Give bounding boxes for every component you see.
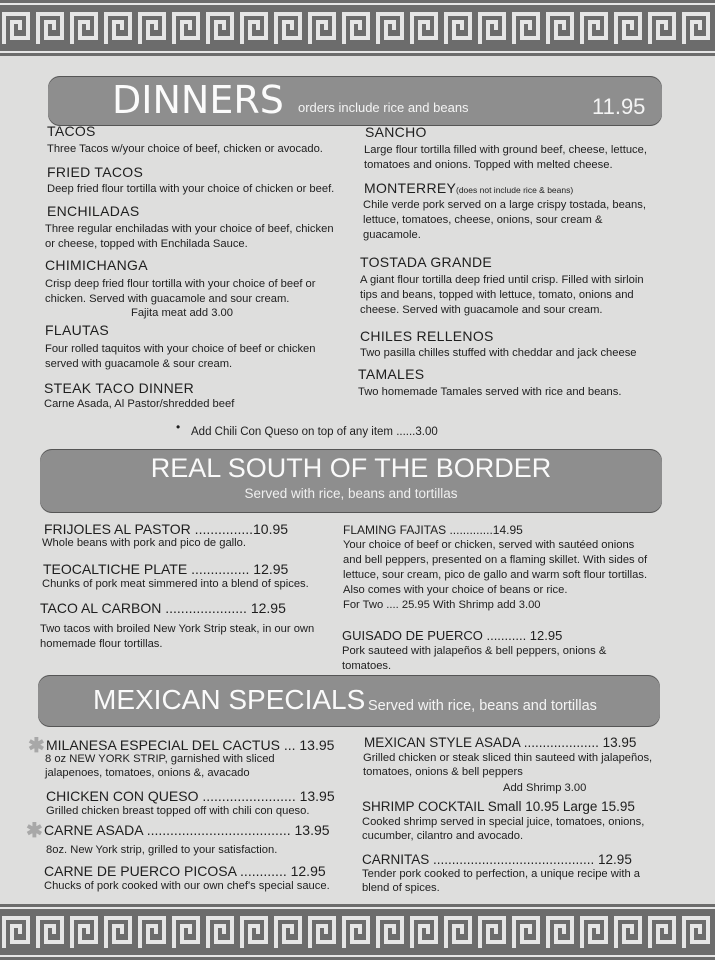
bullet-icon: •: [176, 420, 181, 434]
specials-subtitle: Served with rice, beans and tortillas: [368, 698, 597, 714]
menu-item-name: CARNE ASADA ..................................... 13.95: [44, 822, 330, 838]
menu-item-name: SANCHO: [365, 124, 427, 140]
menu-item-desc: Cooked shrimp served in special juice, tomatoes, onions, cucumber, cilantro and avocado.: [362, 816, 645, 842]
menu-item-desc: Two homemade Tamales served with rice and beans.: [358, 386, 622, 398]
south-subtitle: Served with rice, beans and tortillas: [244, 486, 458, 501]
addon-note: Add Chili Con Queso on top of any item ......3.00: [191, 426, 438, 438]
menu-item-desc: Two tacos with broiled New York Strip steak, in our own homemade flour tortillas.: [40, 623, 315, 650]
south-title: REAL SOUTH OF THE BORDER: [150, 453, 552, 483]
menu-item-desc: Whole beans with pork and pico de gallo.: [42, 537, 246, 549]
menu-item-extra: Add Shrimp 3.00: [503, 782, 587, 794]
menu-item-desc: Carne Asada, Al Pastor/shredded beef: [44, 398, 235, 410]
menu-item-desc: Your choice of beef or chicken, served with sautéed onions and bell peppers, presented on a flaming skillet. With sides of lettuce, sour cream, pico de gallo and warm soft flour tortillas. Also comes with your choice of beans or rice.: [343, 539, 648, 596]
greek-key-border-top: [0, 0, 715, 56]
menu-item-name: TOSTADA GRANDE: [360, 254, 493, 270]
menu-item-name: CHICKEN CON QUESO ........................ 13.95: [46, 788, 335, 804]
dinners-banner: [48, 76, 662, 126]
menu-item-desc: 8oz. New York strip, grilled to your satisfaction.: [46, 844, 278, 856]
specials-banner: [38, 675, 660, 727]
menu-item-desc: Tender pork cooked to perfection, a unique recipe with a blend of spices.: [362, 868, 640, 894]
dinners-price: 11.95: [592, 94, 646, 119]
menu-item-desc: 8 oz NEW YORK STRIP, garnished with sliced jalapenoes, tomatoes, onions &, avacado: [45, 753, 275, 779]
menu-item-name: GUISADO DE PUERCO ........... 12.95: [342, 628, 563, 643]
menu-item-name: FRIJOLES AL PASTOR ...............10.95: [44, 521, 289, 537]
star-icon: ✱: [26, 820, 43, 842]
menu-item-name: MEXICAN STYLE ASADA .................... 13.95: [364, 735, 637, 750]
menu-item-name: FLAUTAS: [45, 322, 110, 338]
menu-item-name: FLAMING FAJITAS .............14.95: [343, 523, 523, 537]
menu-item-name: CARNE DE PUERCO PICOSA ............ 12.95: [44, 863, 326, 879]
menu-item-desc: Chile verde pork served on a large crispy tostada, beans, lettuce, tomatoes, cheese, onions, sour cream & guacamole.: [363, 199, 646, 241]
menu-item-desc: Three regular enchiladas with your choice of beef, chicken or cheese, topped with Enchilada Sauce.: [45, 223, 334, 250]
menu-item-desc: Large flour tortilla filled with ground beef, cheese, lettuce, tomatoes and onions. Topped with melted cheese.: [364, 144, 647, 171]
menu-item-desc: Crisp deep fried flour tortilla with your choice of beef or chicken. Served with guacamole and sour cream.: [45, 278, 316, 305]
dinners-note: orders include rice and beans: [298, 100, 469, 115]
menu-item-name: TAMALES: [358, 366, 425, 382]
menu-item-desc: Chucks of pork cooked with our own chef's special sauce.: [44, 880, 330, 892]
menu-item-name: CARNITAS ........................................... 12.95: [362, 852, 632, 867]
menu-item-name: ENCHILADAS: [47, 203, 140, 219]
menu-item-desc: Pork sauteed with jalapeños & bell peppers, onions & tomatoes.: [342, 645, 607, 672]
menu-item-desc: Four rolled taquitos with your choice of beef or chicken served with guacamole & sour cream.: [45, 343, 316, 370]
menu-item-name: CHIMICHANGA: [45, 257, 148, 273]
menu-item-desc: Deep fried flour tortilla with your choice of chicken or beef.: [47, 183, 335, 195]
south-banner: [40, 449, 662, 513]
menu-item-name: MONTERREY: [364, 180, 457, 196]
menu-item-note: (does not include rice & beans): [456, 185, 574, 195]
menu-item-name: FRIED TACOS: [47, 164, 144, 180]
menu-item-name: STEAK TACO DINNER: [44, 380, 195, 396]
menu-item-desc: Two pasilla chilles stuffed with cheddar and jack cheese: [360, 347, 637, 359]
greek-key-border-bottom: [0, 904, 715, 960]
menu-item-name: TACOS: [47, 123, 96, 139]
menu-item-name: CHILES RELLENOS: [360, 328, 494, 344]
star-icon: ✱: [28, 735, 45, 757]
menu-item-desc: Grilled chicken or steak sliced thin sauteed with jalapeños, tomatoes, onions & bell peppers: [363, 752, 653, 778]
dinners-title: DINNERS: [112, 78, 284, 122]
menu-item-desc: Grilled chicken breast topped off with chili con queso.: [46, 805, 310, 817]
menu-item-name: SHRIMP COCKTAIL Small 10.95 Large 15.95: [362, 799, 635, 814]
menu-item-name: MILANESA ESPECIAL DEL CACTUS ... 13.95: [46, 737, 335, 753]
menu-item-name: TEOCALTICHE PLATE ............... 12.95: [43, 561, 289, 577]
menu-item-desc: Chunks of pork meat simmered into a blend of spices.: [42, 578, 309, 590]
menu-item-desc: A giant flour tortilla deep fried until crisp. Filled with sirloin tips and beans, topped with lettuce, tomato, onions and cheese. Served with guacamole and sour cream.: [360, 274, 644, 316]
menu-item-name: TACO AL CARBON ..................... 12.95: [40, 600, 286, 616]
menu-item-extra: For Two .... 25.95 With Shrimp add 3.00: [343, 599, 541, 611]
menu-item-extra: Fajita meat add 3.00: [131, 307, 233, 319]
menu-item-desc: Three Tacos w/your choice of beef, chicken or avocado.: [47, 143, 323, 155]
specials-title: MEXICAN SPECIALS: [93, 684, 366, 715]
